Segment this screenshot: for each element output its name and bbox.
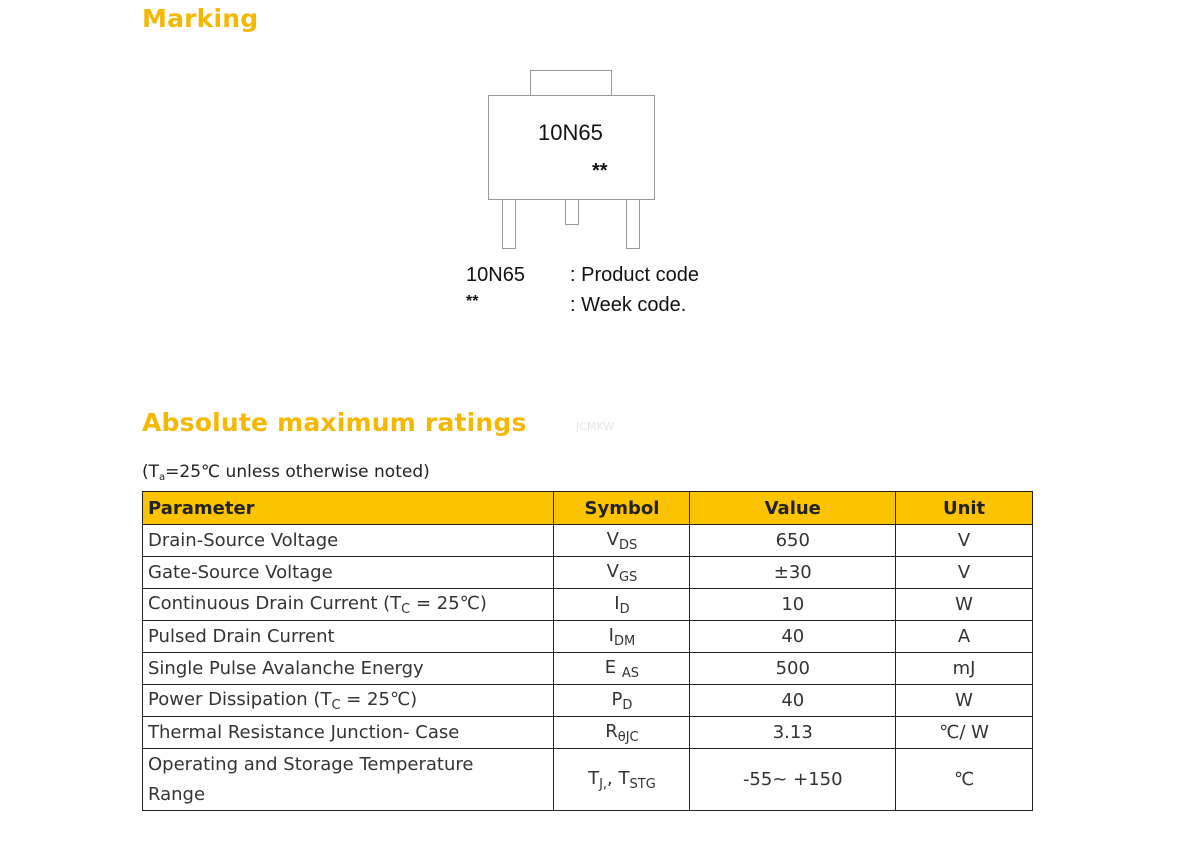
unit-cell: V bbox=[896, 525, 1033, 557]
value-cell: 40 bbox=[690, 685, 896, 717]
value-cell: 3.13 bbox=[690, 717, 896, 749]
package-lead-3 bbox=[626, 199, 640, 249]
param-cell: Operating and Storage Temperature Range bbox=[143, 749, 554, 811]
header-unit: Unit bbox=[896, 492, 1033, 525]
legend-desc-product: : Product code bbox=[570, 264, 699, 286]
conditions-note: ($T_a=25℃$ unless otherwise noted) bbox=[142, 462, 430, 483]
param-cell: Thermal Resistance Junction- Case bbox=[143, 717, 554, 749]
package-tab bbox=[530, 70, 612, 96]
package-lead-1 bbox=[502, 199, 516, 249]
unit-cell: A bbox=[896, 621, 1033, 653]
package-lead-2 bbox=[565, 199, 579, 225]
table-row bbox=[143, 653, 1033, 685]
header-symbol: Symbol bbox=[554, 492, 690, 525]
symbol-cell: $I_{DM}$ bbox=[554, 621, 690, 653]
unit-cell: ℃ bbox=[896, 749, 1033, 811]
table-row bbox=[143, 717, 1033, 749]
value-cell: 10 bbox=[690, 589, 896, 621]
param-cell: Pulsed Drain Current bbox=[143, 621, 554, 653]
legend-desc-week: : Week code. bbox=[570, 294, 687, 316]
symbol-cell: $T_{J,}$, $T_{STG}$ bbox=[554, 749, 690, 811]
unit-cell: V bbox=[896, 557, 1033, 589]
header-parameter: Parameter bbox=[143, 492, 554, 525]
package-body bbox=[488, 95, 655, 200]
table-row bbox=[143, 685, 1033, 717]
table-row bbox=[143, 621, 1033, 653]
package-marking-diagram bbox=[452, 60, 752, 330]
unit-cell: ℃/ W bbox=[896, 717, 1033, 749]
table-header-row bbox=[143, 492, 1033, 525]
param-cell: Drain-Source Voltage bbox=[143, 525, 554, 557]
symbol-cell: $V_{GS}$ bbox=[554, 557, 690, 589]
table-row bbox=[143, 557, 1033, 589]
param-cell: Single Pulse Avalanche Energy bbox=[143, 653, 554, 685]
symbol-cell: E $_{AS}$ bbox=[554, 653, 690, 685]
param-cell: Gate-Source Voltage bbox=[143, 557, 554, 589]
value-cell: 650 bbox=[690, 525, 896, 557]
unit-cell: mJ bbox=[896, 653, 1033, 685]
param-cell: Power Dissipation ($T_C$ = 25℃) bbox=[143, 685, 554, 717]
symbol-cell: $R_{\theta JC}$ bbox=[554, 717, 690, 749]
marking-heading: Marking bbox=[142, 4, 259, 33]
ratings-table bbox=[142, 491, 1033, 811]
symbol-cell: $I_D$ bbox=[554, 589, 690, 621]
param-cell: Continuous Drain Current ($T_C$ = 25℃) bbox=[143, 589, 554, 621]
value-cell: -55~ +150 bbox=[690, 749, 896, 811]
table-row bbox=[143, 749, 1033, 811]
symbol-cell: $P_D$ bbox=[554, 685, 690, 717]
table-row bbox=[143, 589, 1033, 621]
unit-cell: W bbox=[896, 589, 1033, 621]
package-product-code: 10N65 bbox=[538, 120, 603, 145]
symbol-cell: $V_{DS}$ bbox=[554, 525, 690, 557]
watermark: JCMKW bbox=[576, 420, 615, 433]
ratings-heading: Absolute maximum ratings bbox=[142, 408, 527, 437]
package-week-code: ** bbox=[592, 160, 608, 182]
header-value: Value bbox=[690, 492, 896, 525]
legend-key-product: 10N65 bbox=[466, 264, 525, 286]
table-row bbox=[143, 525, 1033, 557]
legend-key-week: ** bbox=[466, 293, 479, 310]
value-cell: ±30 bbox=[690, 557, 896, 589]
value-cell: 500 bbox=[690, 653, 896, 685]
value-cell: 40 bbox=[690, 621, 896, 653]
unit-cell: W bbox=[896, 685, 1033, 717]
